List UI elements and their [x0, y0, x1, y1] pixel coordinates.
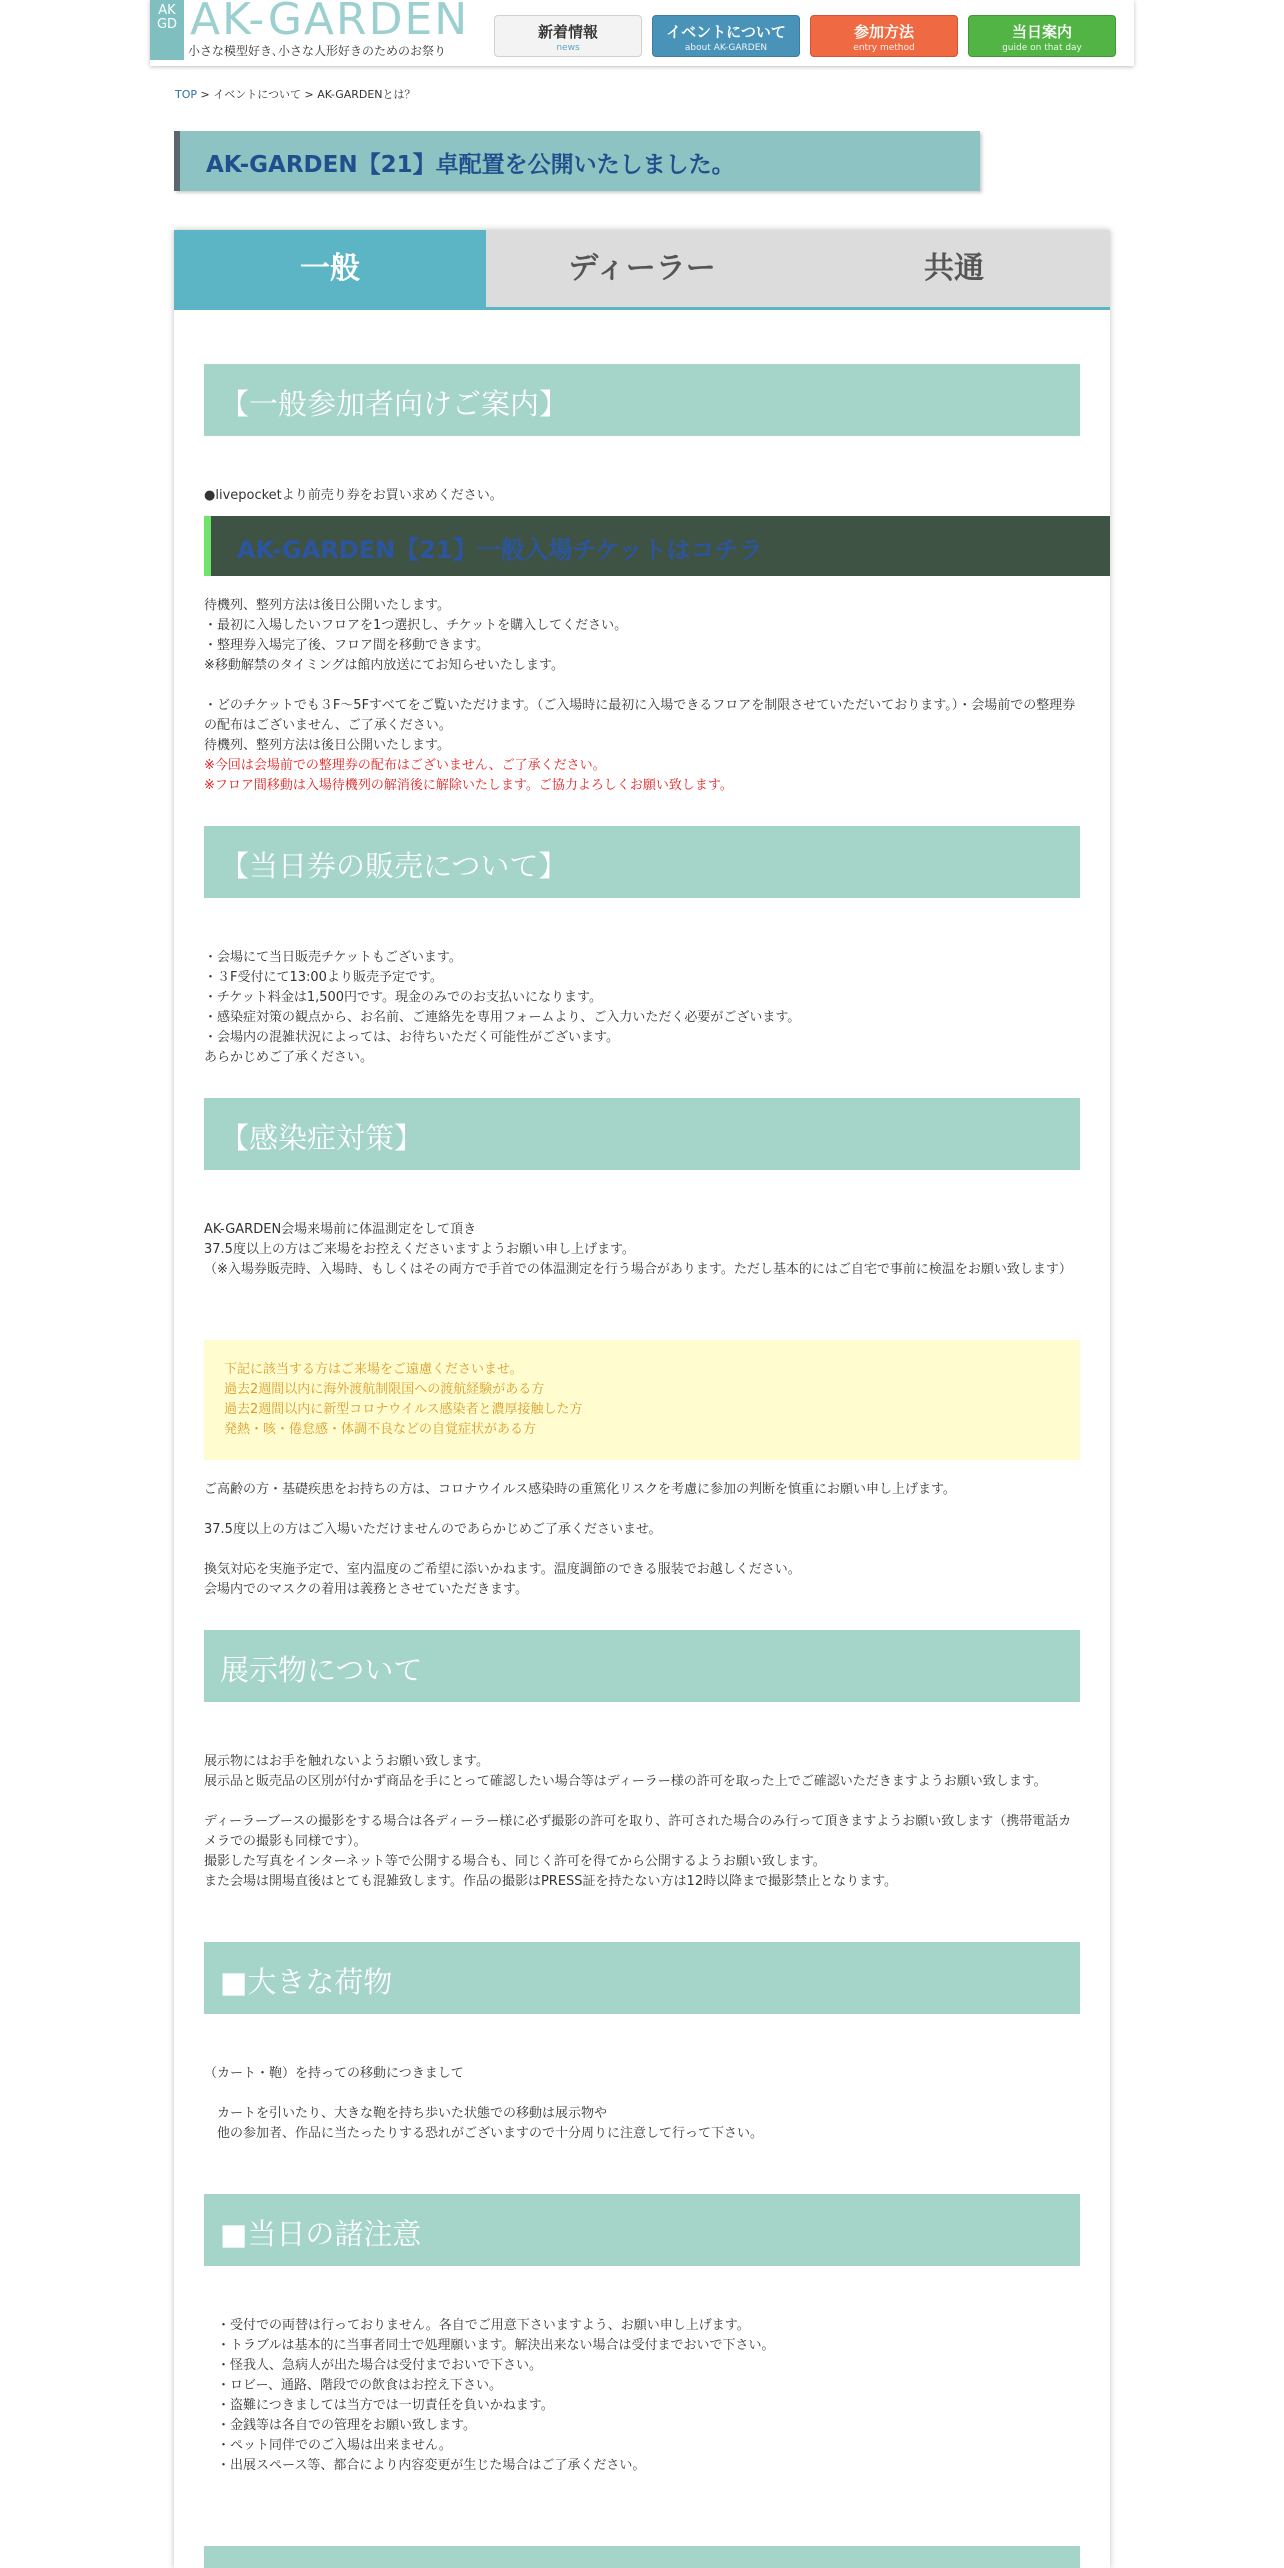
- section-heading-text: 展示物について: [220, 1653, 423, 1687]
- nav-entry-button[interactable]: [810, 15, 958, 57]
- text-line: （※入場券販売時、入場時、もしくはその両方で手首での体温測定を行う場合があります。ただし基本的にはご自宅で事前に検温をお願い致します）: [204, 1262, 1072, 1277]
- section-heading-next: [204, 2546, 1080, 2568]
- text-line: ・受付での両替は行っておりません。各自でご用意下さいますよう、お願い申し上げます。: [204, 2318, 750, 2333]
- text-line: [204, 676, 1080, 696]
- nav-entry-label: 参加方法: [853, 23, 914, 41]
- ticket-link-text[interactable]: AK-GARDEN【21】一般入場チケットはコチラ: [237, 536, 763, 564]
- text-line: ディーラーブースの撮影をする場合は各ディーラー様に必ず撮影の許可を取り、許可された場合のみ行って頂きますようお願い致します（携帯電話カメラでの撮影も同様です）。: [204, 1814, 1072, 1849]
- site-tagline: 小さな模型好き､小さな人形好きのためのお祭り: [188, 44, 447, 58]
- page-title: [174, 131, 980, 191]
- warning-line: ※フロア間移動は入場待機列の解消後に解除いたします。ご協力よろしくお願い致します。: [204, 778, 733, 793]
- section-heading-luggage: [204, 1942, 1080, 2014]
- notice-line: 過去2週間以内に海外渡航制限国への渡航経験がある方: [224, 1382, 545, 1397]
- text-line: ・会場にて当日販売チケットもございます。: [204, 950, 462, 965]
- nav-about-sublabel: about AK-GARDEN: [684, 43, 768, 53]
- tab-common[interactable]: 共通: [798, 230, 1110, 307]
- text-line: [204, 1540, 1080, 1560]
- text-line: 撮影した写真をインターネット等で公開する場合も、同じく許可を得てから公開するようお願い致します。: [204, 1854, 826, 1869]
- text-line: ・整理券入場完了後、フロア間を移動できます。: [204, 638, 489, 653]
- section-heading-text: 【一般参加者向けご案内】: [220, 387, 569, 421]
- text-line: ・どのチケットでも３F～5Fすべてをご覧いただけます。（ご入場時に最初に入場できるフロアを制限させていただいております。）・会場前での整理券の配布はございません、ご了承ください。: [204, 698, 1076, 733]
- text-line: ・金銭等は各自での管理をお願い致します。: [204, 2418, 476, 2433]
- section-heading-text: 【当日券の販売について】: [220, 849, 568, 883]
- tab-dealer[interactable]: ディーラー: [486, 230, 798, 307]
- text-line: 換気対応を実施予定で、室内温度のご希望に添いかねます。温度調節のできる服装でお越しください。: [204, 1562, 801, 1577]
- nav-guide-button[interactable]: [968, 15, 1116, 57]
- text-line: 37.5度以上の方はご来場をお控えくださいますようお願い申し上げます。: [204, 1242, 635, 1257]
- text-line: 37.5度以上の方はご入場いただけませんのであらかじめご了承くださいませ。: [204, 1522, 662, 1537]
- breadcrumb: [175, 86, 416, 102]
- nav-guide-sublabel: guide on that day: [1002, 43, 1082, 53]
- nav-news-label: 新着情報: [537, 23, 598, 41]
- nav-guide-label: 当日案内: [1011, 23, 1072, 41]
- page-title-text: AK-GARDEN【21】卓配置を公開いたしました。: [206, 152, 735, 178]
- sameday-text: [204, 948, 1080, 1068]
- nav-news-button[interactable]: [494, 15, 642, 57]
- content-box: [174, 230, 1110, 2568]
- text-line: あらかじめご了承ください。: [204, 1050, 374, 1065]
- text-line: ・会場内の混雑状況によっては、お待ちいただく可能性がございます。: [204, 1030, 619, 1045]
- infection-text: [204, 1220, 1080, 1280]
- text-line: また会場は開場直後はとても混雑致します。作品の撮影はPRESS証を持たない方は12時以降まで撮影禁止となります。: [204, 1874, 898, 1889]
- text-line: [204, 1792, 1080, 1812]
- general-text: [204, 596, 1080, 796]
- section-heading-notes: [204, 2194, 1080, 2266]
- breadcrumb-about-link[interactable]: イベントについて: [213, 88, 302, 101]
- text-line: 待機列、整列方法は後日公開いたします。: [204, 598, 450, 613]
- infection-after-text: [204, 1480, 1080, 1600]
- ticket-link-banner[interactable]: [204, 516, 1110, 576]
- text-line: ご高齢の方・基礎疾患をお持ちの方は、コロナウイルス感染時の重篤化リスクを考慮に参加の判断を慎重にお願い申し上げます。: [204, 1482, 956, 1497]
- nav-entry-sublabel: entry method: [853, 43, 915, 53]
- tab-general[interactable]: 一般: [174, 230, 486, 307]
- notice-box: [204, 1340, 1080, 1460]
- breadcrumb-current: AK-GARDENとは？: [317, 88, 416, 101]
- section-heading-text: ■当日の諸注意: [220, 2217, 422, 2251]
- luggage-text: [204, 2064, 1080, 2144]
- nav-about-label: イベントについて: [666, 23, 786, 41]
- text-line: ・３F受付にて13:00より販売予定です。: [204, 970, 443, 985]
- section-heading-general: [204, 364, 1080, 436]
- text-line: ・ペット同伴でのご入場は出来ません。: [204, 2438, 452, 2453]
- tab-bar: [174, 230, 1110, 310]
- text-line: ・盗難につきましては当方では一切責任を負いかねます。: [204, 2398, 554, 2413]
- general-intro: ●livepocketより前売り券をお買い求めください。: [204, 488, 503, 503]
- text-line: （カート・鞄）を持っての移動につきまして: [204, 2066, 464, 2081]
- text-line: 他の参加者、作品に当たったりする恐れがございますので十分周りに注意して行って下さい。: [204, 2126, 764, 2141]
- text-line: ・トラブルは基本的に当事者同士で処理願います。解決出来ない場合は受付までおいで下さい。: [204, 2338, 775, 2353]
- section-heading-exhibits: [204, 1630, 1080, 1702]
- notice-line: 発熱・咳・倦怠感・体調不良などの自覚症状がある方: [224, 1422, 537, 1437]
- notes-text: [204, 2316, 1080, 2476]
- section-heading-text: 【感染症対策】: [220, 1121, 424, 1155]
- text-line: ・怪我人、急病人が出た場合は受付までおいで下さい。: [204, 2358, 543, 2373]
- notice-line: 過去2週間以内に新型コロナウイルス感染者と濃厚接触した方: [224, 1402, 583, 1417]
- section-heading-infection: [204, 1098, 1080, 1170]
- text-line: AK-GARDEN会場来場前に体温測定をして頂き: [204, 1222, 477, 1237]
- text-line: ・最初に入場したいフロアを1つ選択し、チケットを購入してください。: [204, 618, 628, 633]
- section-heading-sameday: [204, 826, 1080, 898]
- section-heading-text: ■大きな荷物: [220, 1965, 393, 1999]
- text-line: ・感染症対策の観点から、お名前、ご連絡先を専用フォームより、ご入力いただく必要がございます。: [204, 1010, 801, 1025]
- warning-line: ※今回は会場前での整理券の配布はございません、ご了承ください。: [204, 758, 606, 773]
- notice-line: 下記に該当する方はご来場をご遠慮くださいませ。: [224, 1362, 523, 1377]
- site-header: [150, 0, 1134, 66]
- text-line: 待機列、整列方法は後日公開いたします。: [204, 738, 450, 753]
- logo-icon[interactable]: AK GD: [150, 0, 184, 60]
- nav-about-button[interactable]: [652, 15, 800, 57]
- text-line: ※移動解禁のタイミングは館内放送にてお知らせいたします。: [204, 658, 564, 673]
- text-line: 展示品と販売品の区別が付かず商品を手にとって確認したい場合等はディーラー様の許可を取った上でご確認いただきますようお願い致します。: [204, 1774, 1047, 1789]
- text-line: ・チケット料金は1,500円です。現金のみでのお支払いになります。: [204, 990, 602, 1005]
- breadcrumb-separator: >: [304, 88, 314, 101]
- text-line: [204, 1500, 1080, 1520]
- text-line: 展示物にはお手を触れないようお願い致します。: [204, 1754, 489, 1769]
- exhibits-text: [204, 1752, 1080, 1892]
- nav-news-sublabel: news: [556, 43, 580, 53]
- site-logo[interactable]: AK-GARDEN: [190, 0, 470, 45]
- text-line: [204, 2084, 1080, 2104]
- breadcrumb-separator: >: [200, 88, 210, 101]
- text-line: ・出展スペース等、都合により内容変更が生じた場合はご了承ください。: [204, 2458, 646, 2473]
- breadcrumb-top-link[interactable]: TOP: [175, 88, 198, 101]
- text-line: ・ロビー、通路、階段での飲食はお控え下さい。: [204, 2378, 502, 2393]
- text-line: カートを引いたり、大きな鞄を持ち歩いた状態での移動は展示物や: [204, 2106, 608, 2121]
- text-line: 会場内でのマスクの着用は義務とさせていただきます。: [204, 1582, 528, 1597]
